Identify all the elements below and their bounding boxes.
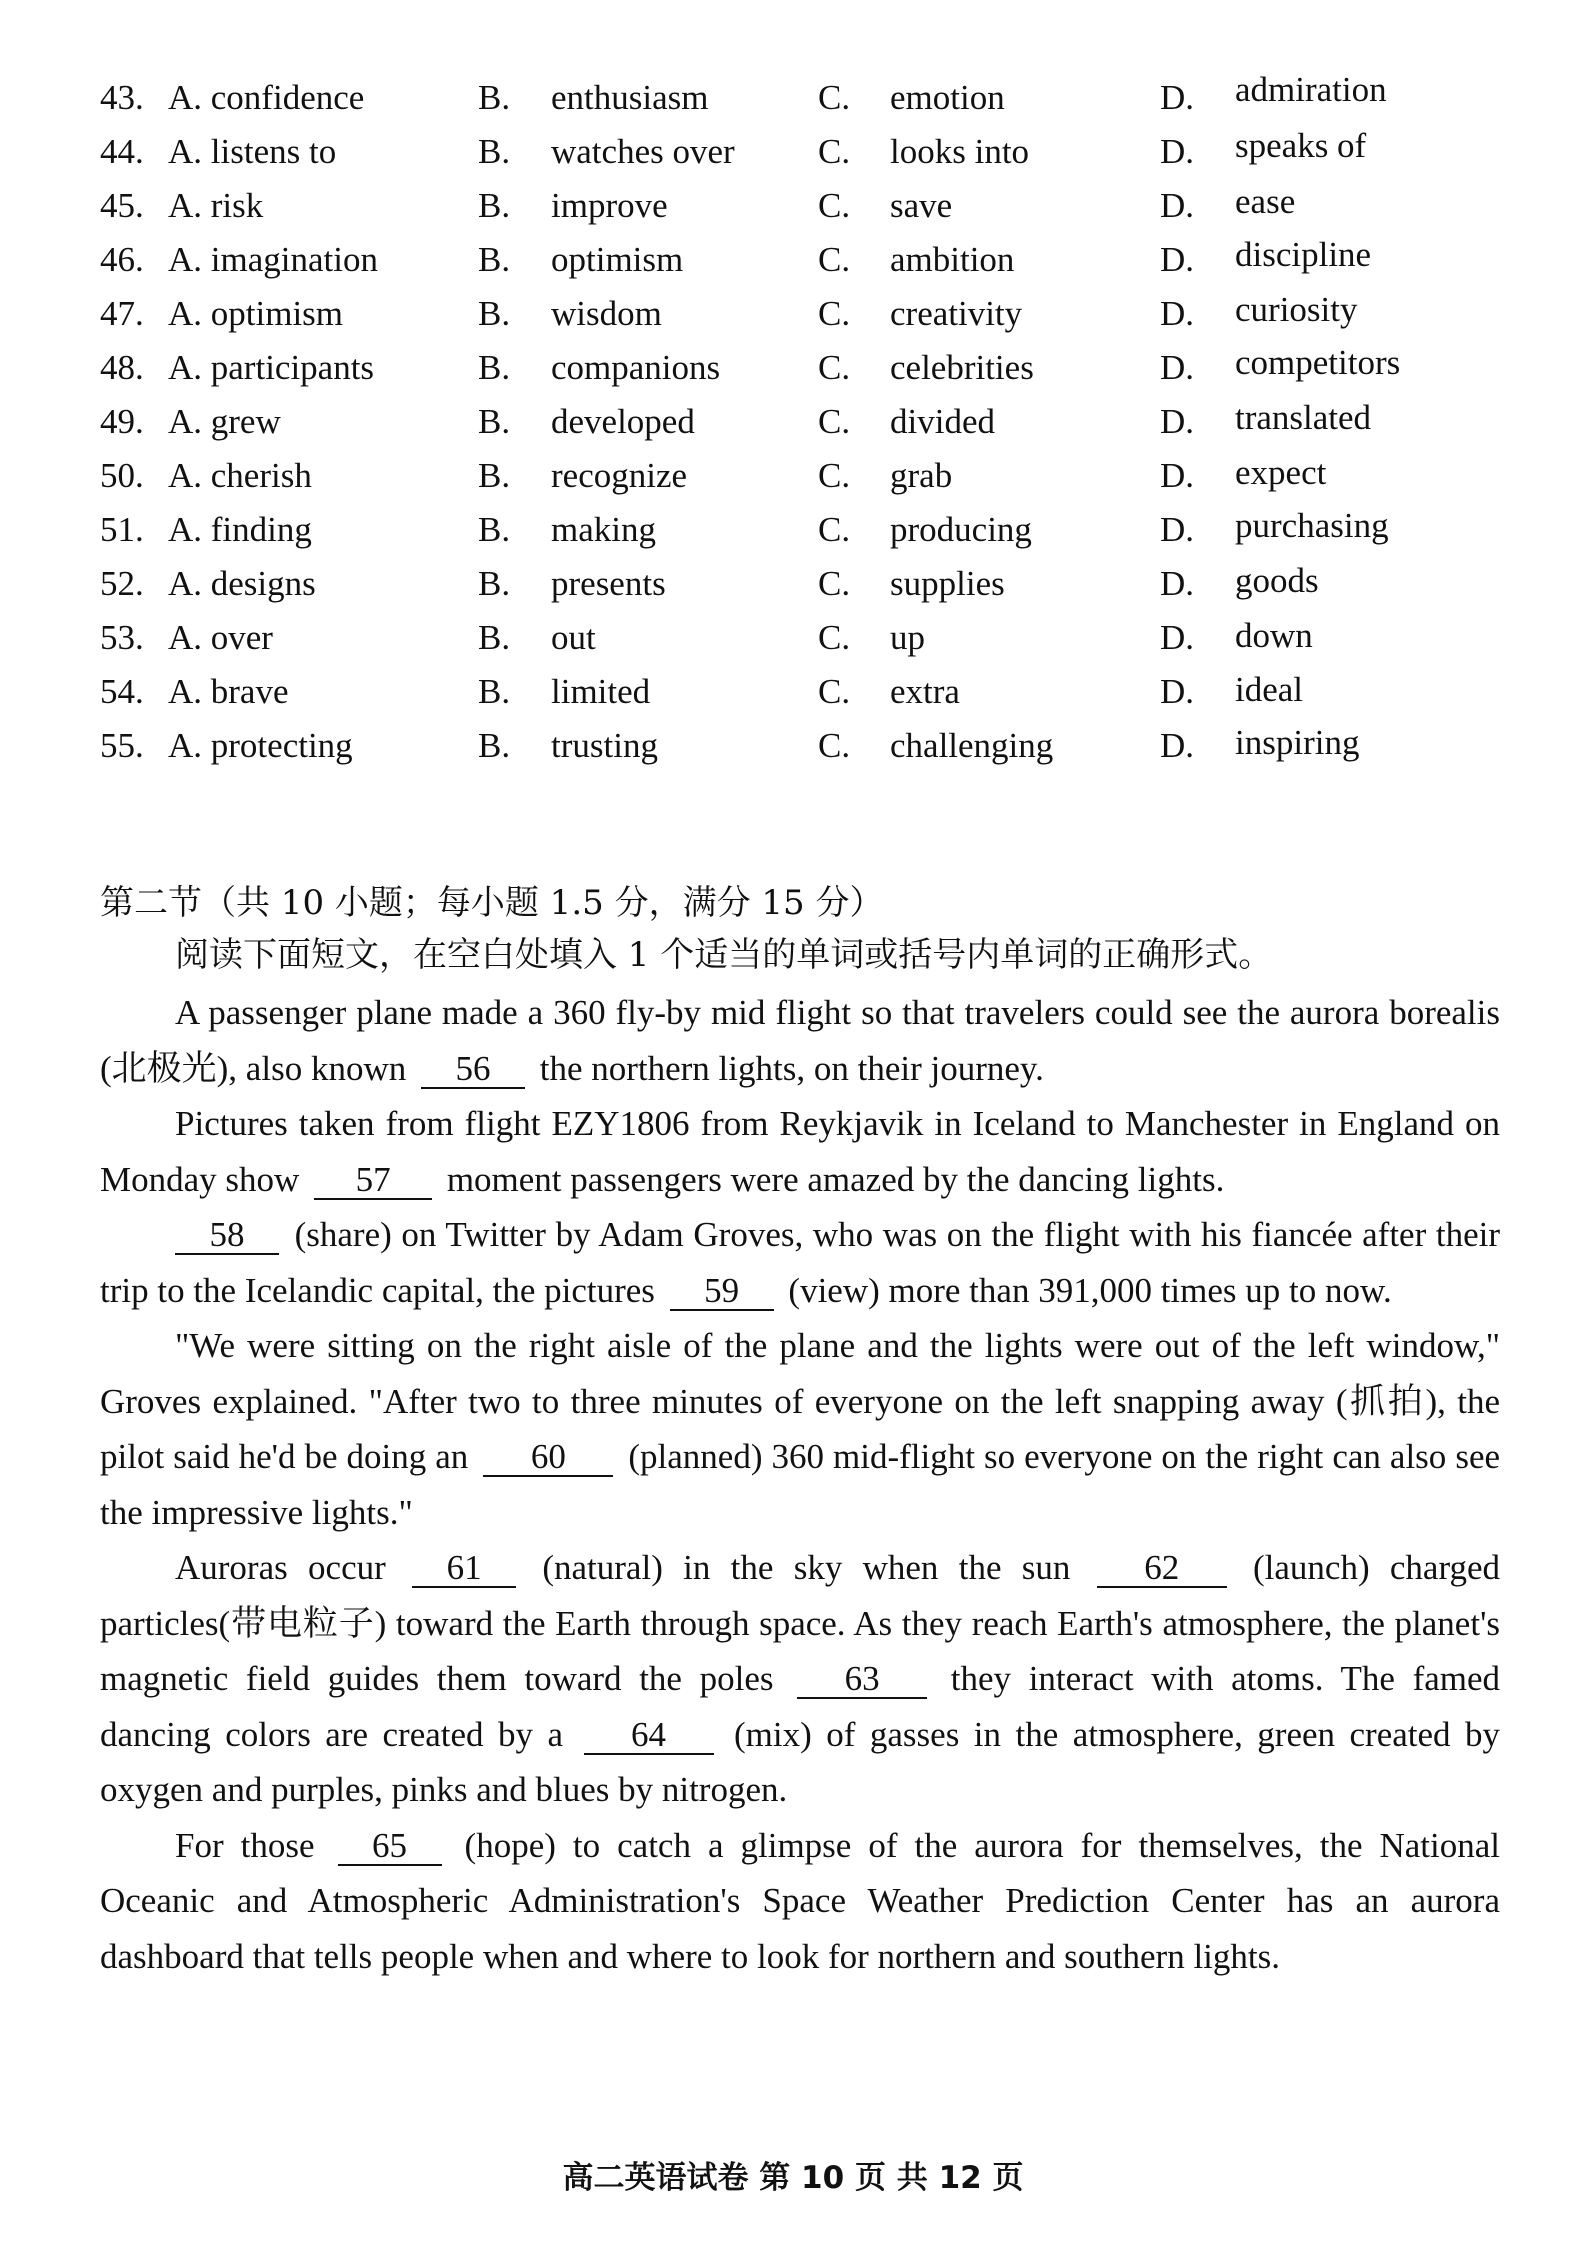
blank-61[interactable]: 61 [412,1550,516,1588]
option-b-letter: B. [478,78,511,117]
option-b: presents [551,564,666,603]
blank-63[interactable]: 63 [797,1661,927,1699]
option-c: producing [890,510,1032,549]
option-d-letter: D. [1160,672,1195,711]
option-b-letter: B. [478,186,511,225]
option-d-letter: D. [1160,402,1195,441]
blank-58[interactable]: 58 [175,1217,279,1255]
option-c: emotion [890,78,1005,117]
option-d: curiosity [1235,290,1358,329]
passage-text: (hope) to catch a glimpse of the aurora for themselves, the National Oceanic and Atmospheric Administration's Space Weather Prediction Center has an aurora dashboard that tells people when and where to look for northern and southern lights. [100,1825,1501,1976]
section-instruction: 阅读下面短文，在空白处填入 1 个适当的单词或括号内单词的正确形式。 [175,935,1273,975]
option-a: A. cherish [168,456,312,495]
option-b: improve [551,186,668,225]
option-d: competitors [1235,343,1401,382]
option-c-letter: C. [818,510,851,549]
option-d: inspiring [1235,723,1360,762]
option-row [0,126,1586,178]
option-b-letter: B. [478,402,511,441]
blank-59[interactable]: 59 [670,1273,774,1311]
option-c-letter: C. [818,672,851,711]
option-row [0,288,1586,340]
option-c-letter: C. [818,456,851,495]
question-number: 54. [100,672,144,711]
option-a: A. optimism [168,294,344,333]
option-d-letter: D. [1160,78,1195,117]
option-d-letter: D. [1160,726,1195,765]
passage-text: Pictures taken from flight EZY1806 from Reykjavik in Iceland to Manchester in England on Monday show [100,1104,1500,1199]
option-d: ideal [1235,670,1304,709]
option-b: developed [551,402,695,441]
section-heading: 第二节（共 10 小题；每小题 1.5 分，满分 15 分） [100,883,884,923]
option-d: admiration [1235,70,1387,109]
passage-text: they interact with atoms. The famed dancing colors are created by a [100,1659,1501,1754]
option-d-letter: D. [1160,456,1195,495]
passage-text: (natural) in the sky when the sun [542,1548,1071,1587]
option-b: wisdom [551,294,662,333]
option-c: save [890,186,953,225]
passage-text: (mix) of gasses in the atmosphere, green created by oxygen and purples, pinks and blues by nitrogen. [100,1714,1501,1809]
option-row [0,504,1586,556]
option-b-letter: B. [478,348,511,387]
option-row [0,666,1586,718]
question-number: 53. [100,618,144,657]
blank-57[interactable]: 57 [314,1162,432,1200]
option-c-letter: C. [818,402,851,441]
option-b: recognize [551,456,688,495]
option-b-letter: B. [478,132,511,171]
blank-65[interactable]: 65 [338,1828,442,1866]
option-d: down [1235,616,1313,655]
option-row [0,450,1586,502]
option-a: A. imagination [168,240,378,279]
option-b-letter: B. [478,618,511,657]
passage-text: (planned) 360 mid-flight so everyone on the right can also see the impressive lights." [100,1437,1501,1532]
option-d-letter: D. [1160,618,1195,657]
paragraph-3 [100,1207,1500,1318]
option-b-letter: B. [478,672,511,711]
option-c: supplies [890,564,1005,603]
question-number: 51. [100,510,144,549]
option-b-letter: B. [478,726,511,765]
option-c: up [890,618,925,657]
option-row [0,558,1586,610]
passage-text: For those [175,1825,315,1865]
option-a: A. brave [168,672,289,711]
question-number: 43. [100,78,144,117]
option-row [0,72,1586,124]
option-c: challenging [890,726,1054,765]
option-d: discipline [1235,235,1372,274]
paragraph-1 [100,985,1500,1096]
option-d: purchasing [1235,506,1389,545]
blank-62[interactable]: 62 [1097,1550,1227,1588]
passage-text: (share) on Twitter by Adam Groves, who was on the flight with his fiancée after their trip to the Icelandic capital, the pictures [100,1215,1500,1310]
question-number: 45. [100,186,144,225]
paragraph-6 [100,1818,1500,1985]
option-a: A. listens to [168,132,337,171]
blank-56[interactable]: 56 [421,1051,525,1089]
question-number: 44. [100,132,144,171]
option-d-letter: D. [1160,186,1195,225]
option-b: watches over [551,132,735,171]
option-c-letter: C. [818,726,851,765]
option-c-letter: C. [818,618,851,657]
question-number: 50. [100,456,144,495]
option-d: speaks of [1235,126,1367,165]
option-a: A. designs [168,564,316,603]
option-c-letter: C. [818,240,851,279]
option-b-letter: B. [478,510,511,549]
option-a: A. participants [168,348,375,387]
option-d-letter: D. [1160,132,1195,171]
paragraph-2 [100,1096,1500,1207]
passage-text: moment passengers were amazed by the dancing lights. [446,1159,1225,1199]
option-a: A. confidence [168,78,365,117]
option-row [0,612,1586,664]
option-d: ease [1235,182,1296,221]
paragraph-4 [100,1318,1500,1540]
option-d-letter: D. [1160,240,1195,279]
option-c: divided [890,402,995,441]
option-b-letter: B. [478,456,511,495]
option-d-letter: D. [1160,348,1195,387]
option-d: expect [1235,453,1327,492]
passage-text: "We were sitting on the right aisle of the plane and the lights were out of the left window," Groves explained. "After two to three minutes of everyone on the left snapping away (抓拍), the pilot said he'd be doing an [100,1326,1500,1476]
option-b: making [551,510,656,549]
option-a: A. grew [168,402,281,441]
option-b: limited [551,672,651,711]
question-number: 52. [100,564,144,603]
option-c: extra [890,672,960,711]
option-c: celebrities [890,348,1034,387]
passage-text: the northern lights, on their journey. [539,1048,1044,1088]
option-b: enthusiasm [551,78,709,117]
option-row [0,180,1586,232]
option-b: companions [551,348,721,387]
option-b-letter: B. [478,294,511,333]
option-c: grab [890,456,953,495]
question-number: 46. [100,240,144,279]
option-c: creativity [890,294,1023,333]
option-c: ambition [890,240,1015,279]
option-a: A. finding [168,510,312,549]
option-row [0,234,1586,286]
option-b-letter: B. [478,564,511,603]
option-b: optimism [551,240,684,279]
question-number: 48. [100,348,144,387]
option-d: goods [1235,561,1319,600]
passage [100,985,1500,1984]
option-c-letter: C. [818,564,851,603]
paragraph-5 [100,1540,1500,1818]
option-c-letter: C. [818,348,851,387]
option-row [0,342,1586,394]
blank-60[interactable]: 60 [483,1439,613,1477]
passage-text: (launch) charged particles(带电粒子) toward the Earth through space. As they reach Earth's atmosphere, the planet's magnetic field guides them toward the poles [100,1548,1501,1698]
question-number: 47. [100,294,144,333]
page-footer: 高二英语试卷 第 10 页 共 12 页 [562,2160,1024,2196]
option-d: translated [1235,398,1372,437]
option-d-letter: D. [1160,294,1195,333]
option-b: out [551,618,596,657]
question-number: 55. [100,726,144,765]
option-c-letter: C. [818,294,851,333]
option-b: trusting [551,726,658,765]
option-d-letter: D. [1160,564,1195,603]
option-d-letter: D. [1160,510,1195,549]
option-c: looks into [890,132,1030,171]
passage-text: (view) more than 391,000 times up to now. [788,1270,1392,1310]
option-c-letter: C. [818,78,851,117]
option-a: A. risk [168,186,264,225]
passage-text: A passenger plane made a 360 fly-by mid flight so that travelers could see the aurora borealis (北极光), also known [100,993,1500,1088]
option-a: A. over [168,618,273,657]
option-b-letter: B. [478,240,511,279]
option-c-letter: C. [818,132,851,171]
question-number: 49. [100,402,144,441]
option-row [0,720,1586,772]
passage-text: Auroras occur [175,1548,386,1587]
option-c-letter: C. [818,186,851,225]
option-row [0,396,1586,448]
blank-64[interactable]: 64 [584,1717,714,1755]
option-a: A. protecting [168,726,353,765]
